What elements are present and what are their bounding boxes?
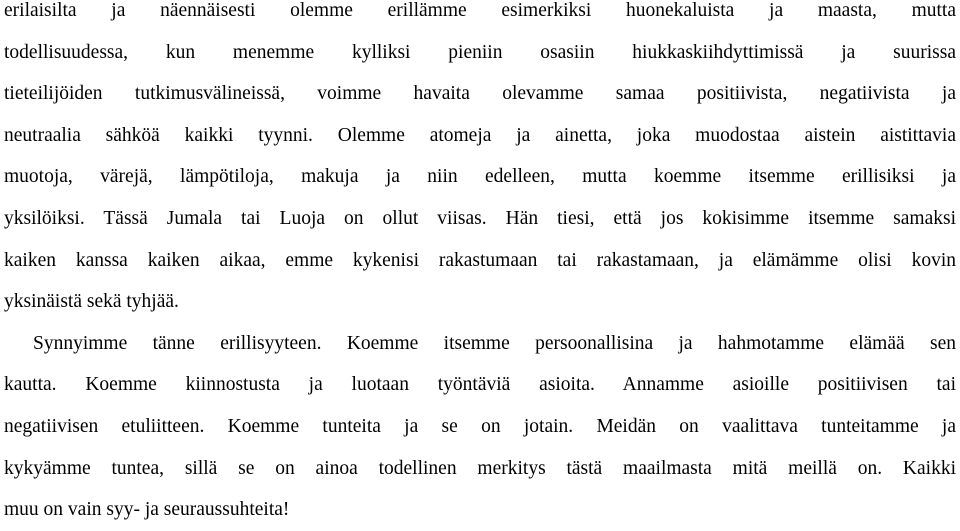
text-line: muu on vain syy- ja seuraussuhteita! [4,499,290,521]
text-line: erilaisilta ja näennäisesti olemme erillämme esimerkiksi huonekaluista ja maasta, mutta [4,0,956,21]
text-line: muotoja, värejä, lämpötiloja, makuja ja niin edelleen, mutta koemme itsemme erillisiksi ja [4,166,956,188]
text-line: negatiivisen etuliitteen. Koemme tunteita ja se on jotain. Meidän on vaalittava tunteitamme ja [4,415,956,437]
text-line: kautta. Koemme kiinnostusta ja luotaan työntäviä asioita. Annamme asioille positiivisen tai [4,374,956,396]
text-line: yksilöiksi. Tässä Jumala tai Luoja on ollut viisas. Hän tiesi, että jos kokisimme itsemme samaksi [4,207,956,229]
text-line: yksinäistä sekä tyhjää. [4,291,179,313]
text-line: neutraalia sähköä kaikki tyynni. Olemme atomeja ja ainetta, joka muodostaa aistein aistittavia [4,124,956,146]
document-body [4,0,956,531]
text-line: todellisuudessa, kun menemme kylliksi pieniin osasiin hiukkaskiihdyttimissä ja suurissa [4,41,956,63]
text-line: kykyämme tuntea, sillä se on ainoa todellinen merkitys tästä maailmasta mitä meillä on. Kaikki [4,457,956,479]
text-line: tieteilijöiden tutkimusvälineissä, voimme havaita olevamme samaa positiivista, negatiivista ja [4,83,956,105]
text-line: Synnyimme tänne erillisyyteen. Koemme itsemme persoonallisina ja hahmotamme elämää sen [33,332,956,354]
text-line: kaiken kanssa kaiken aikaa, emme kykenisi rakastumaan tai rakastamaan, ja elämämme olisi kovin [4,249,956,271]
